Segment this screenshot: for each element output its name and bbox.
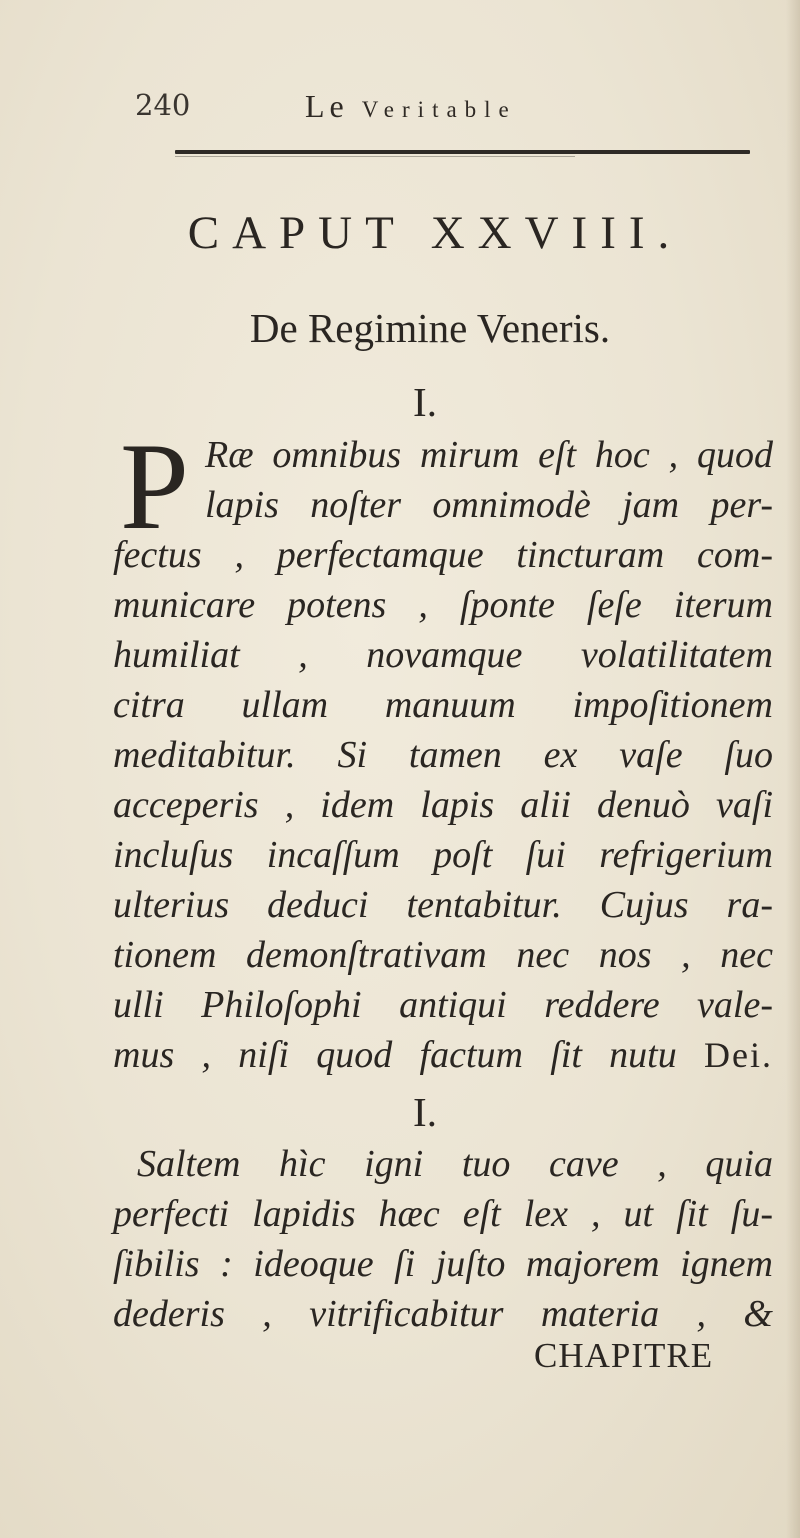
chapter-subtitle: De Regimine Veneris. xyxy=(249,305,611,351)
text-line: perfecti lapidis hæc eſt lex , ut ſit ſu- xyxy=(113,1193,773,1235)
page-number: 240 xyxy=(135,88,191,122)
text-line: incluſus incaſſum poſt ſui refrigerium xyxy=(113,834,773,876)
paragraph xyxy=(113,430,773,1080)
text-line: dederis , vitrificabitur materia , & xyxy=(113,1293,773,1335)
paragraph xyxy=(113,1139,773,1339)
head-rule xyxy=(175,150,750,154)
drop-cap: P xyxy=(120,418,189,555)
text-line: ſibilis : ideoque ſi juſto majorem ignem xyxy=(113,1243,773,1285)
text-line: tionem demonſtrativam nec nos , nec xyxy=(113,934,773,976)
text-line: ulli Philoſophi antiqui reddere vale- xyxy=(113,984,773,1026)
text-line-text: mus , niſi quod factum ſit nutu xyxy=(113,1034,677,1076)
text-line: acceperis , idem lapis alii denuò vaſi xyxy=(113,784,773,826)
deity-small-caps: Dei. xyxy=(704,1035,773,1075)
text-line: Ræ omnibus mirum eſt hoc , quod xyxy=(205,434,773,476)
head-rule-thin xyxy=(175,156,575,157)
section-number: I. xyxy=(413,1089,437,1135)
text-line: citra ullam manuum impoſitionem xyxy=(113,684,773,726)
text-line-last xyxy=(113,1030,773,1080)
running-title xyxy=(305,88,517,125)
running-title-rest: Veritable xyxy=(361,97,517,122)
chapter-title: CAPUT XXVIII. xyxy=(187,207,683,259)
running-title-initial: Le xyxy=(305,88,349,124)
text-line: municare potens , ſponte ſeſe iterum xyxy=(113,584,773,626)
text-line: meditabitur. Si tamen ex vaſe ſuo xyxy=(113,734,773,776)
text-line: humiliat , novamque volatilitatem xyxy=(113,634,773,676)
text-line: ulterius deduci tentabitur. Cujus ra- xyxy=(113,884,773,926)
text-line: lapis noſter omnimodè jam per- xyxy=(205,484,773,526)
text-line: Saltem hìc igni tuo cave , quia xyxy=(137,1143,773,1185)
text-line: fectus , perfectamque tincturam com- xyxy=(113,534,773,576)
section-number: I. xyxy=(413,379,437,425)
running-head xyxy=(135,88,695,128)
catchword: CHAPITRE xyxy=(534,1336,714,1375)
